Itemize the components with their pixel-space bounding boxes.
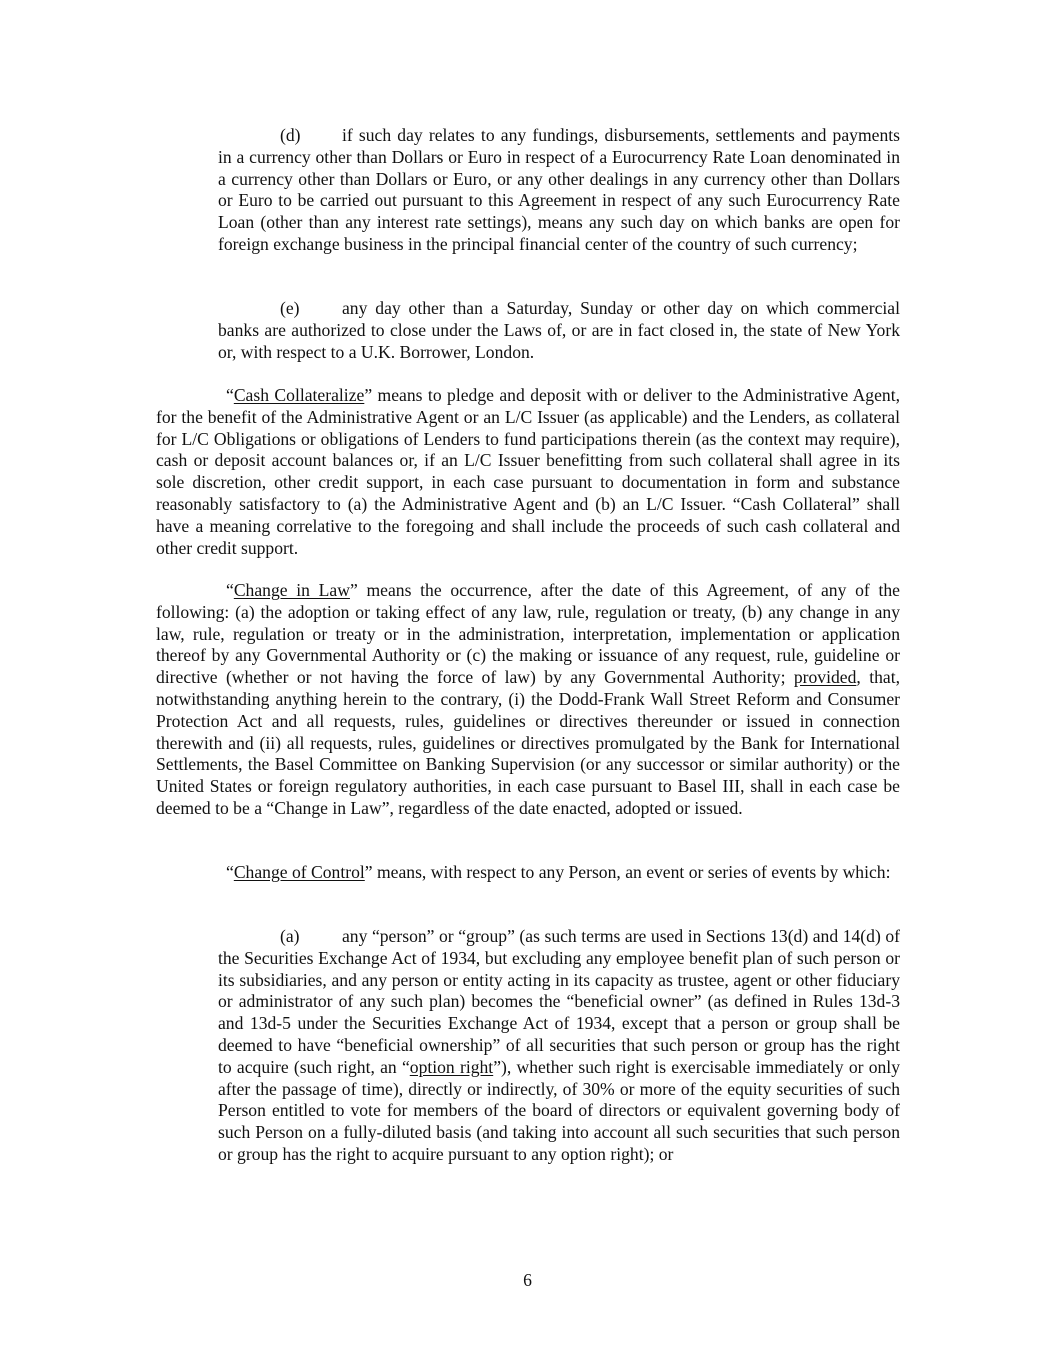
clause-a (218, 926, 900, 1166)
definition-change-of-control (156, 862, 900, 884)
page-number: 6 (523, 1270, 532, 1290)
open-quote: “ (226, 385, 234, 405)
provided-term: provided (793, 667, 857, 688)
clause-e (218, 298, 900, 363)
defined-term: Change in Law (233, 580, 350, 600)
clause-a-text-continued: ”), whether such right is exercisable immediately or only after the passage of time), directly or indirectly, of 30% or more of the equity securities of such Person entitled to vote for members of the board of directors or equivalent governing body of such Person on a fully-diluted basis (and taking into account all such securities that such person or group has the right to acquire pursuant to any option right); or (218, 1056, 900, 1164)
clause-e-text: any day other than a Saturday, Sunday or other day on which commercial banks are authorized to close under the Laws of, or are in fact closed in, the state of New York or, with respect to a U.K. Borrower, London. (218, 298, 900, 362)
clause-e-label: (e) (280, 298, 300, 318)
clause-d-text: if such day relates to any fundings, disbursements, settlements and payments in a currency other than Dollars or Euro in respect of a Eurocurrency Rate Loan denominated in a currency other than Dollars or Euro, or any other dealings in any currency other than Dollars or Euro to be carried out pursuant to this Agreement in respect of any such Eurocurrency Rate Loan (other than any interest rate settings), means any such day on which banks are open for foreign exchange business in the principal financial center of the country of such currency; (218, 125, 900, 254)
definition-cash-collateralize (156, 385, 900, 559)
option-right-term: option right (409, 1056, 494, 1077)
definition-text: ” means, with respect to any Person, an event or series of events by which: (364, 862, 891, 882)
defined-term: Cash Collateralize (233, 385, 365, 405)
open-quote: “ (226, 580, 234, 600)
definition-text-continued: , that, notwithstanding anything herein to the contrary, (i) the Dodd-Frank Wall Street Reform and Consumer Protection Act and all requests, rules, guidelines or directives thereunder or issued in connection therewith and (ii) all requests, rules, guidelines or directives promulgated by the Bank for International Settlements, the Basel Committee on Banking Supervision (or any successor or similar authority) or the United States or foreign regulatory authorities, in each case pursuant to Basel III, shall in each case be deemed to be a “Change in Law”, regardless of the date enacted, adopted or issued. (156, 667, 900, 818)
clause-d (218, 125, 900, 256)
clause-d-label: (d) (280, 125, 301, 145)
definition-text: ” means to pledge and deposit with or deliver to the Administrative Agent, for the benefit of the Administrative Agent or an L/C Issuer (as applicable) and the Lenders, as collateral for L/C Obligations or obligations of Lenders to fund participations therein (as the context may require), cash or deposit account balances or, if an L/C Issuer benefitting from such collateral shall agree in its sole discretion, other credit support, in each case pursuant to documentation in form and substance reasonably satisfactory to (a) the Administrative Agent and (b) an L/C Issuer. “Cash Collateral” shall have a meaning correlative to the foregoing and shall include the proceeds of such cash collateral and other credit support. (156, 385, 900, 558)
definition-change-in-law (156, 580, 900, 820)
defined-term: Change of Control (233, 862, 365, 882)
clause-a-text: any “person” or “group” (as such terms are used in Sections 13(d) and 14(d) of the Securities Exchange Act of 1934, but excluding any employee benefit plan of such person or its subsidiaries, and any person or entity acting in its capacity as trustee, agent or other fiduciary or administrator of any such plan) becomes the “beneficial owner” (as defined in Rules 13d-3 and 13d-5 under the Securities Exchange Act of 1934, except that a person or group shall be deemed to have “beneficial ownership” of all securities that such person or group has the right to acquire (such right, an “ (218, 926, 900, 1077)
definition-text: ” means the occurrence, after the date of this Agreement, of any of the following: (a) the adoption or taking effect of any law, rule, regulation or treaty, (b) any change in any law, rule, regulation or treaty or in the administration, interpretation, implementation or application thereof by any Governmental Authority or (c) the making or issuance of any request, rule, guideline or directive (whether or not having the force of law) by any Governmental Authority; (156, 580, 900, 688)
open-quote: “ (226, 862, 234, 882)
clause-a-label: (a) (280, 926, 300, 946)
